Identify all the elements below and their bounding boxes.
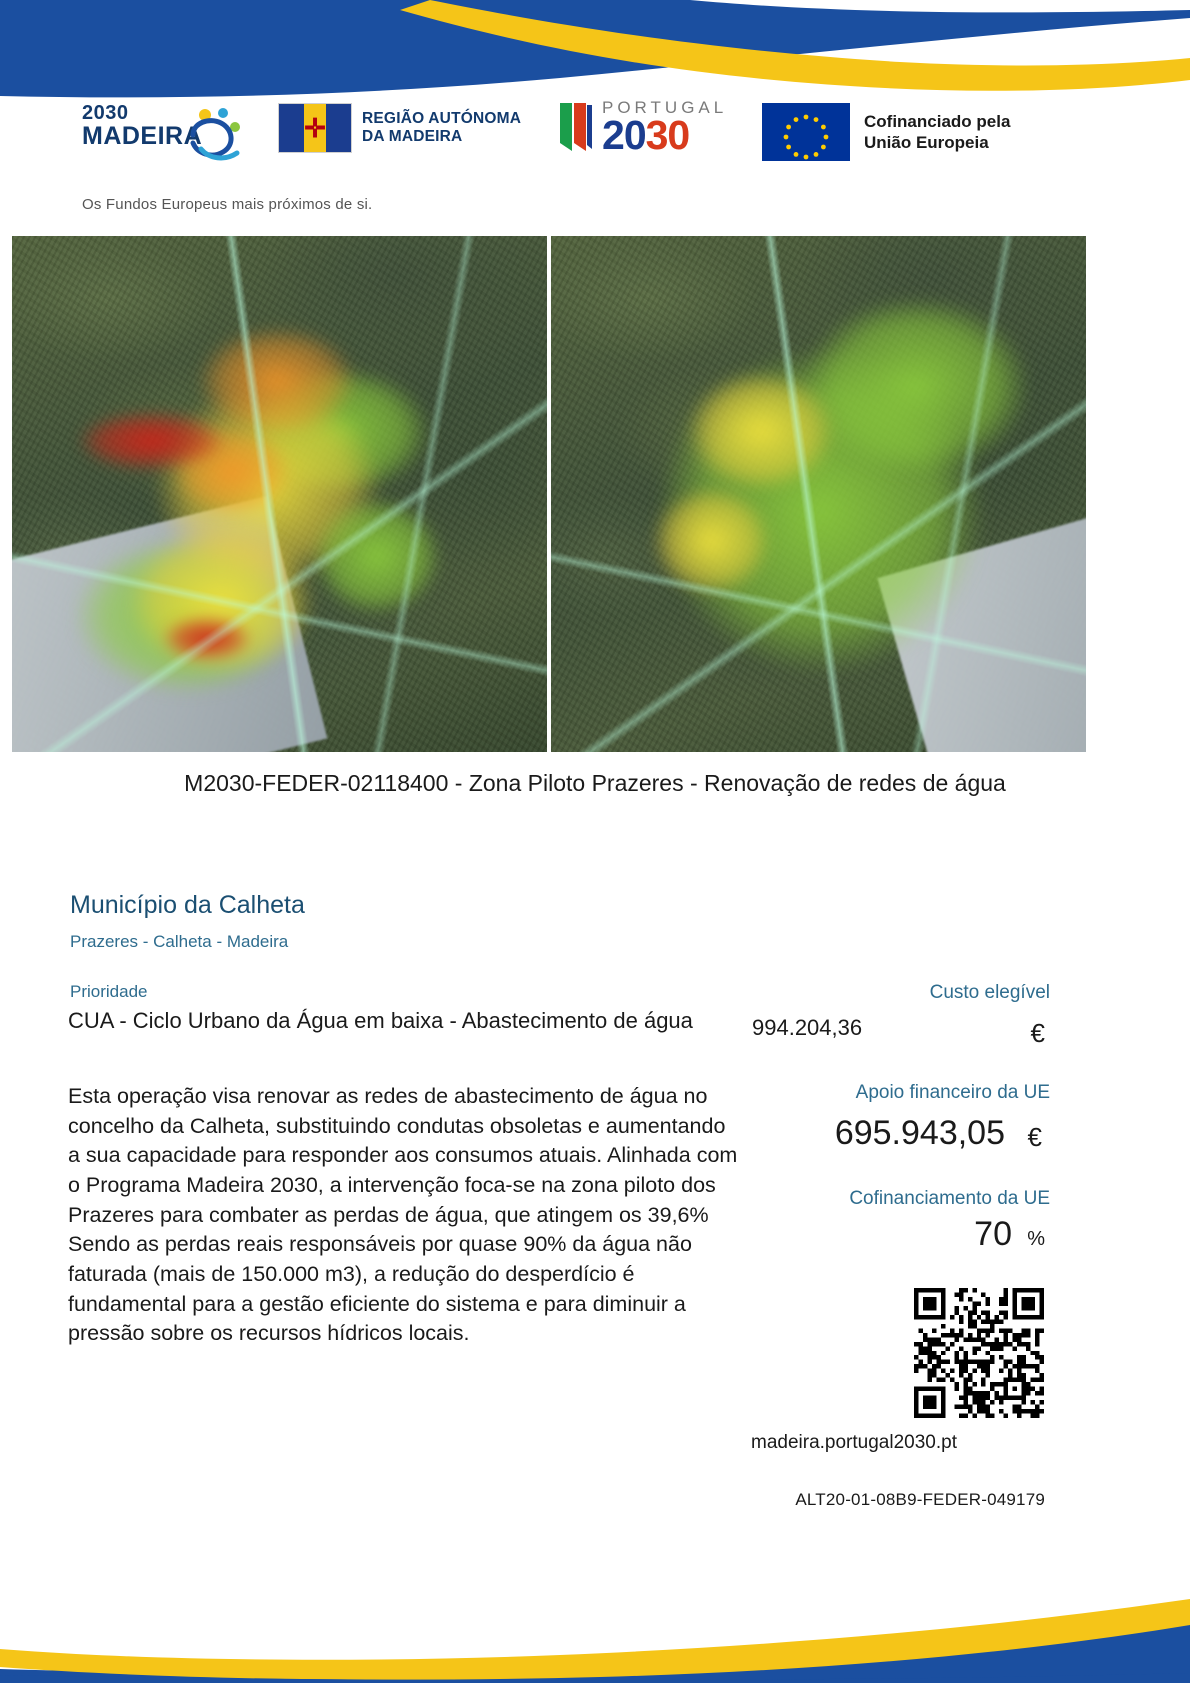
eu-flag-icon <box>762 103 850 161</box>
people-swirl-icon <box>187 105 245 167</box>
cofinance-value: 70 <box>974 1215 1012 1253</box>
regiao-autonoma-text <box>362 110 521 146</box>
portugal-year: 2030 <box>602 112 690 159</box>
portugal-mark-icon <box>556 99 594 155</box>
cofinance-label: Cofinanciamento da UE <box>849 1188 1050 1209</box>
portugal-label: PORTUGAL <box>602 98 728 118</box>
tagline: Os Fundos Europeus mais próximos de si. <box>82 196 373 213</box>
municipality-title: Município da Calheta <box>70 891 305 919</box>
logo-strip <box>0 95 1190 205</box>
logo-madeira-2030 <box>82 103 247 171</box>
logo-portugal-2030 <box>556 98 728 159</box>
qr-code[interactable] <box>914 1288 1044 1418</box>
project-caption: M2030-FEDER-02118400 - Zona Piloto Prazeres - Renovação de redes de água <box>184 770 1006 796</box>
logo-eu-cofinancing <box>762 103 1010 161</box>
decorative-swoosh-bottom <box>0 1563 1190 1683</box>
portugal-wordmark <box>602 98 728 159</box>
ue-support-label: Apoio financeiro da UE <box>855 1082 1050 1103</box>
priority-value: CUA - Ciclo Urbano da Água em baixa - Abastecimento de água <box>68 1008 693 1033</box>
map-after <box>551 236 1086 752</box>
qr-code-image <box>914 1288 1044 1418</box>
logo-madeira-name: MADEIRA <box>82 122 203 150</box>
project-description: Esta operação visa renovar as redes de abastecimento de água no concelho da Calheta, substituindo condutas obsoletas e aumentando a sua capacidade para responder aos consumos atuais. Alinhada com o Programa Madeira 2030, a intervenção foca-se na zona piloto dos Prazeres para combater as perdas de água, que atingem os 39,6% Sendo as perdas reais responsáveis por quase 90% da água não faturada (mais de 150.000 m3), a redução do desperdício é fundamental para a gestão eficiente do sistema e para diminuir a pressão sobre os recursos hídricos locais. <box>68 1084 738 1346</box>
regiao-line-2: DA MADEIRA <box>362 128 463 145</box>
regiao-line-1: REGIÃO AUTÓNOMA <box>362 110 522 128</box>
ue-support-currency: € <box>1027 1122 1042 1152</box>
pipe-network-overlay-right <box>551 236 1086 752</box>
decorative-swoosh-top <box>0 0 1190 110</box>
priority-label: Prioridade <box>70 982 148 1001</box>
logo-madeira-year: 2030 <box>82 102 129 124</box>
eu-line-2: União Europeia <box>864 133 989 152</box>
eligible-cost-currency: € <box>1030 1018 1045 1048</box>
logo-regiao-autonoma-madeira <box>278 103 521 153</box>
website-url[interactable]: madeira.portugal2030.pt <box>751 1432 957 1453</box>
location-subtitle: Prazeres - Calheta - Madeira <box>70 932 289 951</box>
eu-cofinancing-text <box>864 111 1010 154</box>
map-band <box>12 236 1086 752</box>
pipe-network-overlay-left <box>12 236 547 752</box>
map-before <box>12 236 547 752</box>
ue-support-value: 695.943,05 <box>834 1114 1005 1152</box>
document-code: ALT20-01-08B9-FEDER-049179 <box>795 1490 1045 1509</box>
eligible-cost-label: Custo elegível <box>929 982 1050 1003</box>
eu-line-1: Cofinanciado pela <box>864 111 1011 131</box>
madeira-flag-icon: ✛ <box>278 103 352 153</box>
eligible-cost-value: 994.204,36 <box>752 1015 863 1040</box>
cofinance-unit: % <box>1027 1228 1045 1250</box>
